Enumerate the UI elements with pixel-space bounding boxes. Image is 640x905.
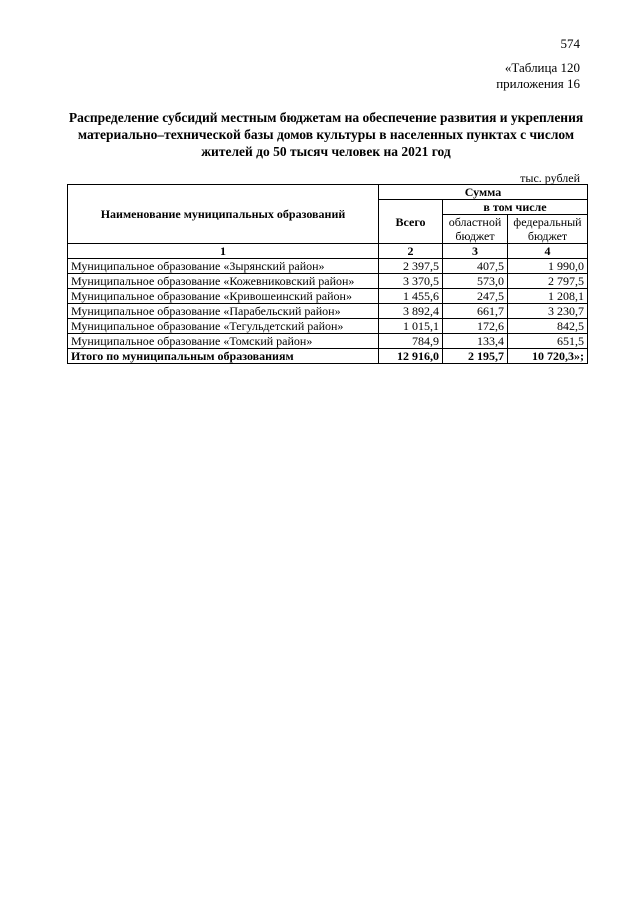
table-row [68, 334, 588, 349]
row-total: 1 455,6 [379, 289, 443, 304]
row-name: Муниципальное образование «Кривошеинский район» [68, 289, 379, 304]
total-name: Итого по муниципальным образованиям [68, 349, 379, 364]
header-sum: Сумма [379, 185, 588, 200]
total-regional: 2 195,7 [443, 349, 508, 364]
row-name: Муниципальное образование «Зырянский район» [68, 259, 379, 274]
row-federal: 2 797,5 [508, 274, 588, 289]
row-regional: 661,7 [443, 304, 508, 319]
header-federal: федеральный бюджет [508, 215, 588, 244]
header-including: в том числе [443, 200, 588, 215]
row-total: 2 397,5 [379, 259, 443, 274]
header-total: Всего [379, 200, 443, 244]
row-federal: 842,5 [508, 319, 588, 334]
row-regional: 133,4 [443, 334, 508, 349]
table-ref-line1: «Таблица 120 [504, 60, 580, 75]
page-number: 574 [560, 36, 580, 51]
row-federal: 651,5 [508, 334, 588, 349]
table-row [68, 259, 588, 274]
row-regional: 407,5 [443, 259, 508, 274]
row-total: 3 892,4 [379, 304, 443, 319]
row-name: Муниципальное образование «Тегульдетский район» [68, 319, 379, 334]
row-name: Муниципальное образование «Кожевниковский район» [68, 274, 379, 289]
col-number-4: 4 [508, 244, 588, 259]
header-regional: областной бюджет [443, 215, 508, 244]
row-regional: 573,0 [443, 274, 508, 289]
col-number-2: 2 [379, 244, 443, 259]
row-name: Муниципальное образование «Томский район» [68, 334, 379, 349]
total-total: 12 916,0 [379, 349, 443, 364]
subsidy-table [67, 184, 588, 364]
table-ref-line2: приложения 16 [496, 76, 580, 91]
row-regional: 247,5 [443, 289, 508, 304]
row-regional: 172,6 [443, 319, 508, 334]
total-row [68, 349, 588, 364]
table-row [68, 289, 588, 304]
row-federal: 1 990,0 [508, 259, 588, 274]
table-row [68, 274, 588, 289]
table-reference [496, 60, 580, 92]
table-row [68, 319, 588, 334]
table-row [68, 304, 588, 319]
units-label: тыс. рублей [520, 171, 580, 185]
document-title: Распределение субсидий местным бюджетам на обеспечение развития и укрепления материально–технической базы домов культуры в населенных пунктах с числом жителей до 50 тысяч человек на 2021 год [68, 110, 584, 159]
col-number-1: 1 [68, 244, 379, 259]
header-name: Наименование муниципальных образований [68, 185, 379, 244]
row-total: 1 015,1 [379, 319, 443, 334]
total-federal: 10 720,3»; [508, 349, 588, 364]
row-federal: 1 208,1 [508, 289, 588, 304]
row-federal: 3 230,7 [508, 304, 588, 319]
row-name: Муниципальное образование «Парабельский район» [68, 304, 379, 319]
col-number-3: 3 [443, 244, 508, 259]
row-total: 3 370,5 [379, 274, 443, 289]
row-total: 784,9 [379, 334, 443, 349]
